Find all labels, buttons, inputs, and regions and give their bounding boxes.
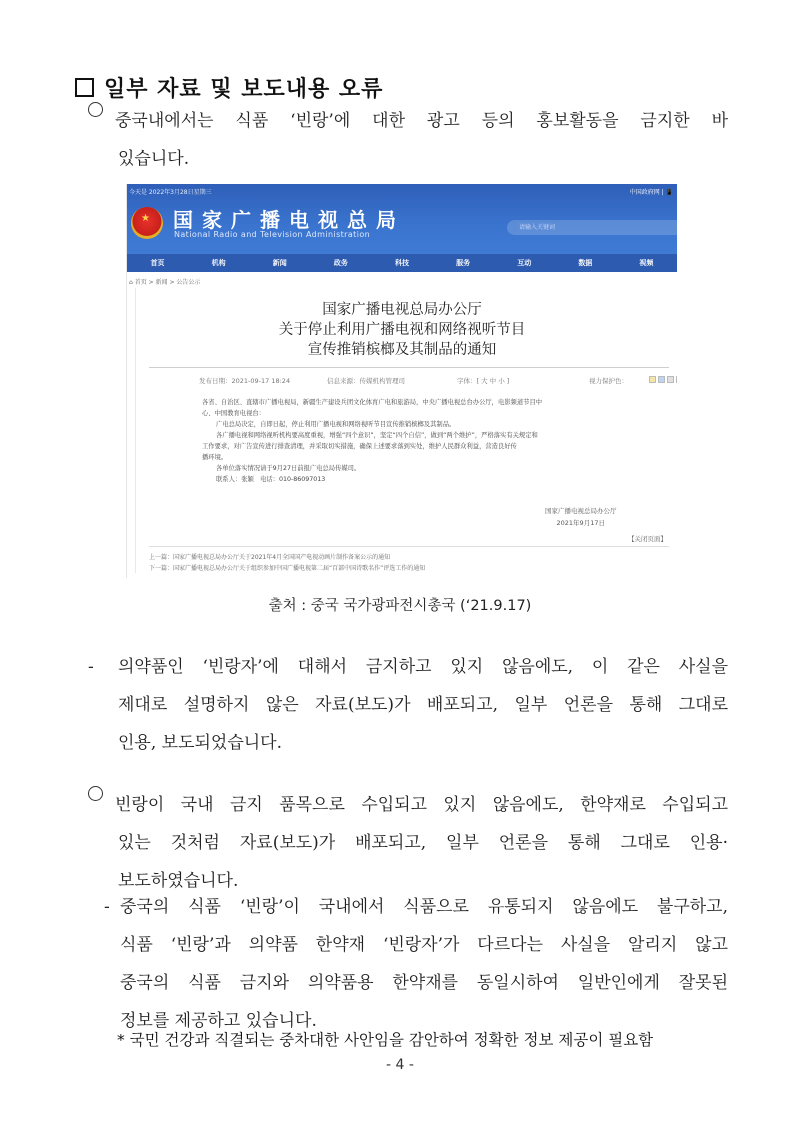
site-nav-item: 政务 [333, 259, 348, 267]
site-nav-item: 视频 [639, 259, 654, 267]
paragraph-import-misreport [88, 786, 728, 900]
site-date: 今天是 2022年3月28日星期三 [129, 189, 212, 196]
paragraph-line: 제대로 설명하지 않은 자료(보도)가 배포되고, 일부 언론을 통해 그대로 [118, 695, 728, 715]
paragraph-line: 중국내에서는 식품 ‘빈랑’에 대한 광고 등의 홍보활동을 금지한 바 [115, 111, 728, 131]
site-name-en: National Radio and Television Administration [174, 230, 371, 239]
notice-eye-color: 视力保护色： [589, 377, 628, 385]
paragraph-line: 빈랑이 국내 금지 품목으로 수입되고 있지 않음에도, 한약재로 수입되고 [115, 795, 728, 815]
site-search-input: 请输入关键词 [507, 220, 677, 235]
prev-next-links [149, 552, 425, 574]
next-article-link: 下一篇：国家广播电视总局办公厅关于组织参加中国广播电视第二届“百部中国诗歌名作”评选工作的通知 [149, 565, 426, 572]
paragraph-line: 중국의 식품 금지와 의약품용 한약재를 동일시하여 일반인에게 잘못된 [120, 973, 728, 993]
notice-date: 发布日期：2021-09-17 18:24 [199, 377, 291, 385]
site-nav-item: 科技 [394, 259, 409, 267]
circle-bullet-icon [88, 786, 103, 801]
image-caption: 출처 : 중국 국가광파전시총국 (‘21.9.17) [268, 598, 532, 614]
site-nav-item: 互动 [517, 259, 532, 267]
close-page-link: 【关闭页面】 [628, 535, 667, 543]
color-swatches [649, 376, 677, 383]
divider [149, 546, 669, 547]
paragraph-line: 있는 것처럼 자료(보도)가 배포되고, 일부 언론을 통해 그대로 인용· [118, 833, 728, 853]
paragraph-medicine-not-banned [88, 648, 728, 762]
site-nav-item: 首页 [150, 259, 165, 267]
site-header [127, 184, 677, 254]
divider [149, 367, 669, 368]
footnote: * 국민 건강과 직결되는 중차대한 사안임을 감안하여 정확한 정보 제공이 필요함 [117, 1031, 654, 1049]
site-nav-item: 新闻 [272, 259, 287, 267]
section-heading [75, 72, 383, 103]
notice-body: 各省、自治区、直辖市广播电视局，新疆生产建设兵团文化体育广电和旅游局，中央广播电视总台办公厅，电影频道节目中 心、中国教育电视台： 广电总局决定，自即日起，停止利用广播电视和网络视听节目宣传推销槟榔及其制品。 各广播电视和网络视听机构要高度重视，增强“四个意识”，坚定“四个自信”，做到“两个维护”，严格落实有关规定和 工作要求，对广告宣传进行排查清理，并采取切实措施，确保上述要求落到实处，维护人民群众利益，营造良好传 播环境。 各单位落实情况请于9月27日前报广电总局传媒司。 联系人：张颖 电话：010-86097013 [202, 399, 543, 483]
site-name-cn: 国家广播电视总局 [173, 208, 405, 232]
paragraph-line: 인용, 보도되었습니다. [118, 733, 283, 753]
dash-marker: - [88, 657, 94, 677]
home-icon: ⌂ [129, 279, 135, 286]
site-nav-item: 数据 [578, 259, 593, 267]
checkbox-square-icon [75, 78, 94, 97]
page-number: - 4 - [386, 1057, 414, 1073]
national-emblem-icon: ★ [131, 207, 163, 239]
notice-font-size: 字体：[ 大 中 小 ] [457, 377, 510, 385]
site-nav [127, 254, 677, 272]
paragraph-line: 의약품인 ‘빈랑자’에 대해서 금지하고 있지 않음에도, 이 같은 사실을 [118, 657, 728, 677]
paragraph-line: 있습니다. [118, 149, 190, 169]
notice-title: 国家广播电视总局办公厅 关于停止利用广播电视和网络视听节目 宣传推销槟榔及其制品的通知 [278, 302, 526, 358]
dash-marker: - [104, 897, 110, 917]
paragraph-china-ban [88, 102, 728, 178]
paragraph-line: 보도하였습니다. [118, 871, 239, 891]
paragraph-line: 정보를 제공하고 있습니다. [120, 1011, 317, 1031]
circle-bullet-icon [88, 102, 103, 117]
site-nav-item: 服务 [456, 259, 471, 267]
notice-signature: 国家广播电视总局办公厅 2021年9月17日 [545, 507, 617, 527]
embedded-website-screenshot [126, 184, 677, 578]
site-breadcrumb: ⌂ 首页 > 新闻 > 公告公示 [129, 279, 201, 286]
prev-article-link: 上一篇：国家广播电视总局办公厅关于2021年4月全国国产电视动画片制作备案公示的通知 [149, 554, 391, 561]
site-nav-item: 机构 [211, 259, 226, 267]
paragraph-line: 식품 ‘빈랑’과 의약품 한약재 ‘빈랑자’가 다르다는 사실을 알리지 않고 [120, 935, 728, 955]
site-top-links: 中国政府网 | 📱 [629, 189, 673, 196]
paragraph-sub-detail [104, 888, 728, 1040]
notice-source: 信息来源：传媒机构管理司 [327, 377, 405, 385]
section-heading-text: 일부 자료 및 보도내용 오류 [104, 77, 384, 102]
paragraph-line: 중국의 식품 ‘빈랑’이 국내에서 식품으로 유통되지 않음에도 불구하고, [120, 897, 728, 917]
